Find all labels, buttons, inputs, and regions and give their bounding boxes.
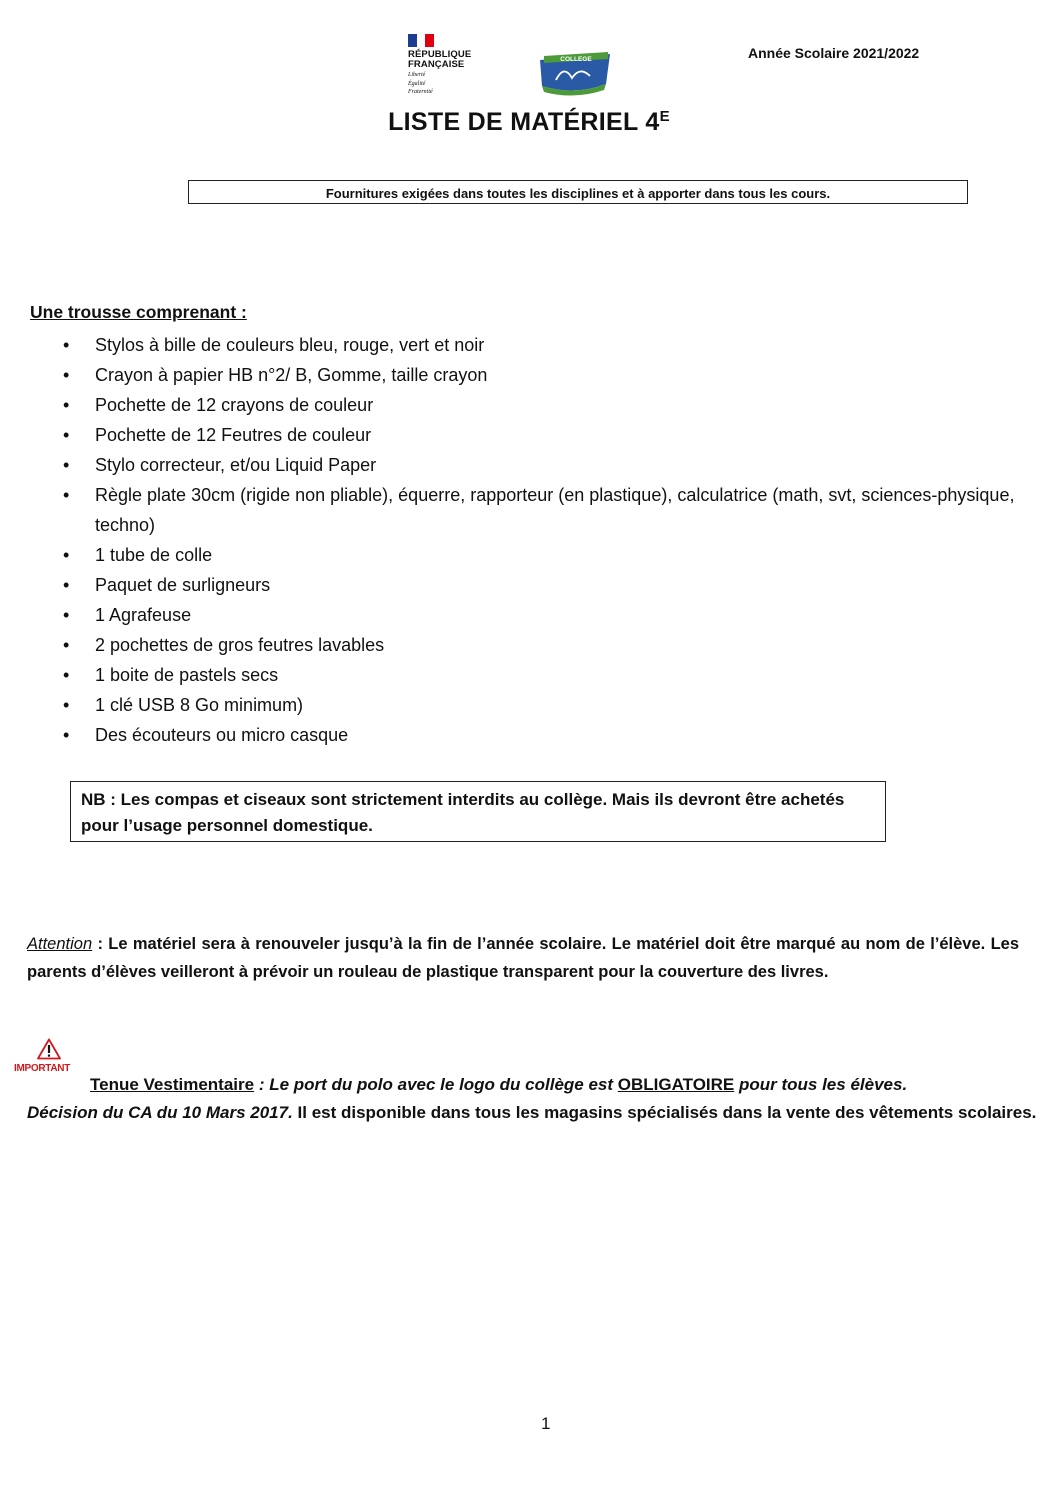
dress-code-part1: : Le port du polo avec le logo du collège est — [254, 1075, 618, 1094]
nb-note: NB : Les compas et ciseaux sont strictement interdits au collège. Mais ils devront être achetés pour l’usage personnel domestique. — [70, 781, 886, 842]
list-item: • 2 pochettes de gros feutres lavables — [56, 630, 1046, 660]
pencil-case-title: Une trousse comprenant : — [30, 302, 247, 322]
page-number: 1 — [541, 1414, 551, 1433]
list-item: • Des écouteurs ou micro casque — [56, 720, 1046, 750]
college-logo-text: COLLEGE — [560, 56, 592, 63]
dress-code-line2 — [27, 1099, 1058, 1127]
list-item: • 1 boite de pastels secs — [56, 660, 1046, 690]
republique-francaise-logo — [408, 34, 498, 96]
list-item: • Stylos à bille de couleurs bleu, rouge, vert et noir — [56, 330, 1046, 360]
page-title-text: LISTE DE MATÉRIEL 4 — [388, 108, 660, 136]
list-item: • Pochette de 12 Feutres de couleur — [56, 420, 1046, 450]
page-title — [0, 108, 1058, 137]
dress-code-part3: Il est disponible dans tous les magasins spécialisés dans la vente des vêtements scolaires. — [292, 1103, 1037, 1122]
attention-paragraph — [27, 930, 1019, 986]
dress-code-paragraph — [27, 1071, 1058, 1127]
dress-code-label: Tenue Vestimentaire — [90, 1075, 255, 1094]
college-logo — [534, 50, 616, 98]
motto-egalite: Égalité — [408, 80, 426, 87]
list-item: • Règle plate 30cm (rigide non pliable), équerre, rapporteur (en plastique), calculatrice (math, svt, sciences-physique, techno) — [56, 480, 1046, 540]
list-item: • Pochette de 12 crayons de couleur — [56, 390, 1046, 420]
list-item: • Paquet de surligneurs — [56, 570, 1046, 600]
motto-liberte: Liberté — [408, 72, 426, 78]
list-item: • Crayon à papier HB n°2/ B, Gomme, taille crayon — [56, 360, 1046, 390]
attention-label: Attention — [27, 935, 93, 953]
list-item: • 1 tube de colle — [56, 540, 1046, 570]
list-item: • Stylo correcteur, et/ou Liquid Paper — [56, 450, 1046, 480]
dress-code-mandatory: OBLIGATOIRE — [617, 1075, 735, 1094]
page-title-superscript: E — [659, 108, 670, 125]
french-flag-icon — [408, 34, 434, 47]
republic-name-line1: RÉPUBLIQUE — [408, 49, 472, 60]
important-badge — [14, 1038, 74, 1074]
school-year: Année Scolaire 2021/2022 — [748, 45, 920, 61]
warning-icon — [37, 1038, 61, 1060]
list-item: • 1 clé USB 8 Go minimum) — [56, 690, 1046, 720]
dress-code-part2: pour tous les élèves. — [734, 1075, 908, 1094]
supply-list — [56, 330, 1046, 750]
republic-name-line2: FRANÇAISE — [408, 59, 465, 70]
motto-fraternite: Fraternité — [408, 89, 433, 95]
important-label: IMPORTANT — [14, 1063, 70, 1074]
dress-code-decision: Décision du CA du 10 Mars 2017. — [27, 1103, 293, 1122]
required-supplies-notice: Fournitures exigées dans toutes les disciplines et à apporter dans tous les cours. — [188, 180, 968, 204]
attention-text: : Le matériel sera à renouveler jusqu’à la fin de l’année scolaire. Le matériel doit être marqué au nom de l’élève. Les parents d’élèves veilleront à prévoir un rouleau de plastique transparent pour la couverture des livres. — [27, 935, 1019, 981]
list-item: • 1 Agrafeuse — [56, 600, 1046, 630]
dress-code-line1 — [27, 1071, 1058, 1099]
